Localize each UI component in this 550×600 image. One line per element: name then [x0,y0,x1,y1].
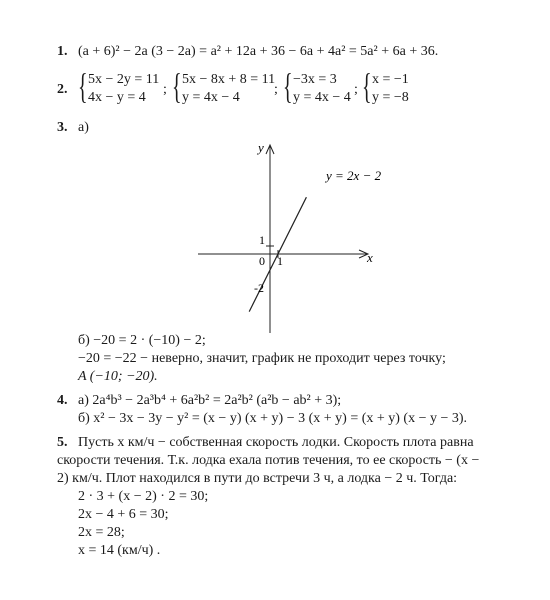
origin-label: 0 [259,254,265,268]
brace-icon: { [362,66,372,106]
problem-4-part-b: б) x² − 3x − 3y − y² = (x − y) (x + y) − 3 (x + y) = (x + y) (x − y − 3). [78,411,468,426]
equation-3: 2x = 28; [78,525,125,540]
problem-5-line-3: 2) км/ч. Плот находился в пути до встречи 3 ч, а лодка − 2 ч. Тогда: [57,471,458,486]
problem-4-part-a: а) 2a⁴b³ − 2a³b⁴ + 6a²b² = 2a²b² (a²b − ab² + 3); [78,393,342,408]
system-2-line-2: y = 4x − 4 [182,90,240,105]
problem-5-line-1: Пусть x км/ч − собственная скорость лодки. Скорость плота равна [78,435,474,450]
brace-icon: { [283,66,293,106]
y-axis-label: y [258,140,264,155]
system-2-line-1: 5x − 8x + 8 = 11 [182,72,276,87]
system-3-line-2: y = 4x − 4 [293,90,351,105]
equation-1: 2 · 3 + (x − 2) · 2 = 30; [78,489,209,504]
equation-4: x = 14 (км/ч) . [78,543,161,558]
problem-1-number: 1. [57,44,68,59]
part-b-line-1: б) −20 = 2 · (−10) − 2; [78,333,206,348]
brace-icon: { [172,66,182,106]
problem-1-expression: (a + 6)² − 2a (3 − 2a) = a² + 12a + 36 − 6a + 4a² = 5a² + 6a + 36. [78,44,439,59]
problem-4-number: 4. [57,393,68,408]
separator: ; [163,82,167,97]
problem-2-number: 2. [57,82,68,97]
system-1-line-1: 5x − 2y = 11 [88,72,160,87]
brace-icon: { [78,66,88,106]
system-3-line-1: −3x = 3 [293,72,337,87]
x-tick-label: 1 [277,254,283,268]
part-b-line-3: A (−10; −20). [78,369,158,384]
problem-5-line-2: скорости течения. Т.к. лодка ехала потив течения, то ее скорость − (x − [57,453,480,468]
problem-3-number: 3. [57,120,68,135]
y-intercept-label: -2 [254,281,264,295]
separator: ; [354,82,358,97]
y-tick-label: 1 [259,233,265,247]
separator: ; [274,82,278,97]
x-axis-label: x [367,250,373,265]
part-b-line-2: −20 = −22 − неверно, значит, график не проходит через точку; [78,351,446,366]
system-4-line-2: y = −8 [372,90,409,105]
part-a-label: а) [78,120,89,135]
system-1-line-2: 4x − y = 4 [88,90,146,105]
problem-5-number: 5. [57,435,68,450]
equation-2: 2x − 4 + 6 = 30; [78,507,169,522]
line-equation-label: y = 2x − 2 [326,168,382,183]
system-4-line-1: x = −1 [372,72,409,87]
